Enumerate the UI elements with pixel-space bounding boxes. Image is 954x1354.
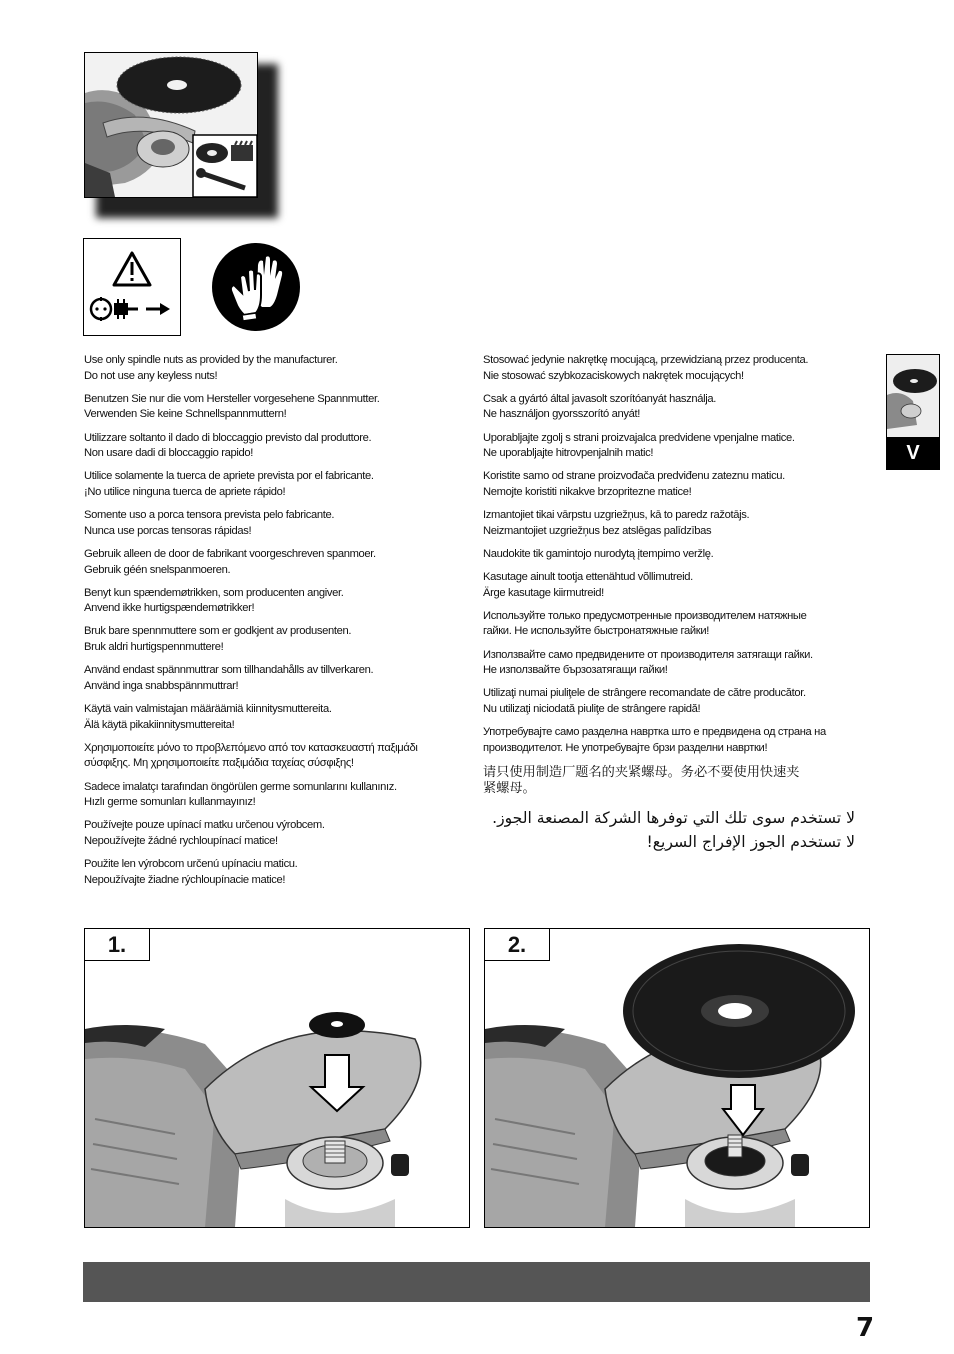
instruction-lt: Naudokite tik gamintojo nurodytą įtempimo veržlę. bbox=[483, 547, 714, 560]
instruction-cs: Používejte pouze upínací matku určenou výrobcem. Nepoužívejte žádné rychloupínací matice! bbox=[84, 819, 325, 847]
instruction-bg: Използвайте само предвидените от производителя затягащи гайки. Не използвайте бързозатягащи гайки! bbox=[483, 648, 813, 677]
instruction-fi: Käytä vain valmistajan määräämiä kiinnitysmuttereita. Älä käytä pikakiinnitysmuttereita! bbox=[84, 703, 332, 731]
instruction-pl: Stosować jedynie nakrętkę mocującą, przewidzianą przez producenta. Nie stosować szybkozaciskowych nakrętek mocujących! bbox=[483, 354, 809, 382]
instruction-no: Bruk bare spennmuttere som er godkjent av produsenten. Bruk aldri hurtigspennmuttere! bbox=[84, 625, 352, 654]
instruction-tr: Sadece imalatçı tarafından öngörülen germe somunlarını kullanınız. Hızlı germe somunları kullanmayınız! bbox=[84, 780, 397, 809]
instruction-hu: Csak a gyártó által javasolt szorítóanyát használja. Ne használjon gyorsszorító anyát! bbox=[483, 392, 717, 421]
instruction-sl: Uporabljajte zgolj s strani proizvajalca predvidene vpenjalne matice. Ne uporabljajte hitrovpenjalnih matic! bbox=[483, 431, 795, 460]
instruction-es: Utilice solamente la tuerca de apriete prevista por el fabricante. ¡No utilice ninguna tuerca de apriete rápido! bbox=[84, 470, 374, 498]
figure-2-number: 2. bbox=[484, 928, 550, 961]
figure-2 bbox=[484, 928, 870, 1228]
instruction-el: Χρησιμοποιείτε μόνο το προβλεπόμενο από τον κατασκευαστή παξιμάδι σύσφιξης. Μη χρησιμοποιείτε παξιμάδια ταχείας σύσφιξης! bbox=[84, 741, 418, 770]
figure-1-illustration bbox=[85, 929, 469, 1227]
instruction-ro: Utilizaţi numai piuliţele de strângere recomandate de către producător. Nu utilizaţi niciodată piuliţe de strângere rapidă! bbox=[483, 687, 806, 716]
instruction-ru: Используйте только предусмотренные производителем натяжные гайки. Не используйте быстронатяжные гайки! bbox=[483, 609, 807, 638]
instruction-pt: Somente uso a porca tensora prevista pelo fabricante. Nunca use porcas tensoras rápidas! bbox=[84, 509, 335, 537]
section-tab-label: V bbox=[886, 437, 940, 469]
instruction-et: Kasutage ainult tootja ettenähtud võllimutreid. Ärge kasutage kiirmutreid! bbox=[483, 571, 693, 599]
page-number: 7 bbox=[855, 1313, 875, 1343]
wear-gloves-icon bbox=[212, 243, 300, 331]
instructions-left-column bbox=[84, 353, 469, 896]
instruction-zh: 请只使用制造厂题名的夹紧螺母。务必不要使用快速夹 紧螺母。 bbox=[483, 764, 800, 795]
instruction-sv: Använd endast spännmuttrar som tillhandahålls av tillverkaren. Använd inga snabbspännmuttrar! bbox=[84, 664, 374, 692]
unplug-warning-icon bbox=[83, 238, 181, 336]
instruction-de: Benutzen Sie nur die vom Hersteller vorgesehene Spannmutter. Verwenden Sie keine Schnellspannmuttern! bbox=[84, 392, 380, 421]
instruction-da: Benyt kun spændemøtrikken, som producenten angiver. Anvend ikke hurtigspændemøtrikker! bbox=[84, 586, 344, 615]
instruction-ar: لا تستخدم سوى تلك التي توفرها الشركة المصنعة الجوز. لا تستخدم الجوز الإفراج السريع! bbox=[492, 809, 855, 851]
instruction-lv: Izmantojiet tikai vārpstu uzgriežņus, kā to paredz ražotājs. Neizmantojiet uzgriežņus bez atslēgas palīdzības bbox=[483, 509, 750, 537]
instruction-nl: Gebruik alleen de door de fabrikant voorgeschreven spanmoer. Gebruik géén snelspanmoeren. bbox=[84, 547, 376, 576]
instruction-sk: Použite len výrobcom určenú upínaciu maticu. Nepoužívajte žiadne rýchloupínacie matice! bbox=[84, 858, 298, 886]
instruction-en: Use only spindle nuts as provided by the manufacturer. Do not use any keyless nuts! bbox=[84, 354, 338, 382]
instruction-hr: Koristite samo od strane proizvođača predviđenu zateznu maticu. Nemojte koristiti nikakve brzopritezne matice! bbox=[483, 470, 785, 498]
figure-2-illustration bbox=[485, 929, 869, 1227]
figure-1 bbox=[84, 928, 470, 1228]
bottom-bar bbox=[83, 1262, 870, 1302]
instruction-it: Utilizzare soltanto il dado di bloccaggio previsto dal produttore. Non usare dadi di bloccaggio rapido! bbox=[84, 431, 372, 460]
grinder-disc-photo bbox=[84, 52, 258, 198]
instruction-mk: Употребувајте само разделна навртка што е предвидена од страна на производителот. Не употребувајте брзи разделни навртки! bbox=[483, 726, 826, 754]
figure-1-number: 1. bbox=[84, 928, 150, 961]
instructions-right-column bbox=[483, 353, 868, 862]
